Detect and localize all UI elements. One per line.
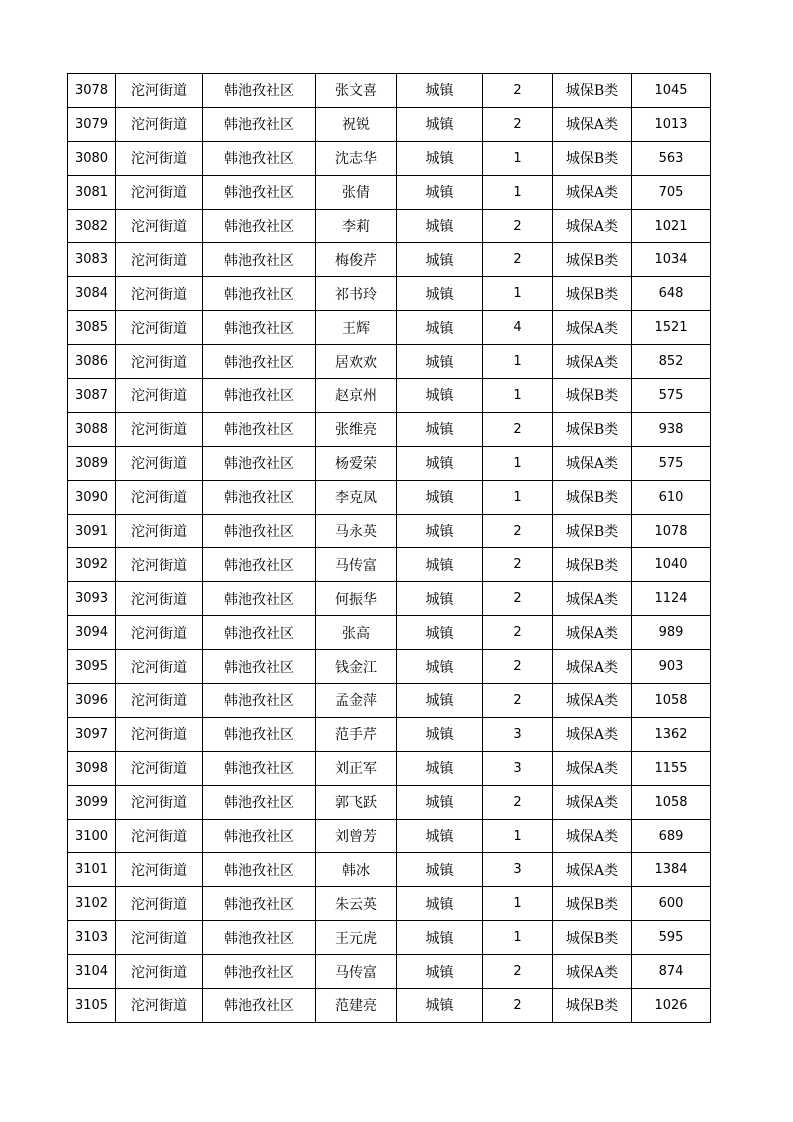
community-cell: 韩池孜社区 (203, 887, 316, 921)
amount-cell: 1058 (632, 684, 711, 718)
name-cell: 杨爱荣 (316, 446, 397, 480)
street-cell: 沱河街道 (116, 582, 203, 616)
street-cell: 沱河街道 (116, 785, 203, 819)
community-cell: 韩池孜社区 (203, 514, 316, 548)
row-number-cell: 3104 (68, 955, 116, 989)
row-number-cell: 3105 (68, 989, 116, 1023)
community-cell: 韩池孜社区 (203, 277, 316, 311)
name-cell: 范手芹 (316, 717, 397, 751)
household-size-cell: 3 (483, 717, 553, 751)
amount-cell: 1026 (632, 989, 711, 1023)
table-row (68, 311, 711, 345)
household-size-cell: 2 (483, 616, 553, 650)
community-cell: 韩池孜社区 (203, 141, 316, 175)
street-cell: 沱河街道 (116, 853, 203, 887)
household-size-cell: 2 (483, 989, 553, 1023)
community-cell: 韩池孜社区 (203, 243, 316, 277)
table-row (68, 887, 711, 921)
amount-cell: 600 (632, 887, 711, 921)
area-type-cell: 城镇 (397, 989, 483, 1023)
street-cell: 沱河街道 (116, 955, 203, 989)
table-row (68, 209, 711, 243)
amount-cell: 575 (632, 446, 711, 480)
area-type-cell: 城镇 (397, 141, 483, 175)
amount-cell: 1013 (632, 107, 711, 141)
area-type-cell: 城镇 (397, 650, 483, 684)
amount-cell: 1034 (632, 243, 711, 277)
household-size-cell: 2 (483, 548, 553, 582)
household-size-cell: 2 (483, 514, 553, 548)
street-cell: 沱河街道 (116, 311, 203, 345)
street-cell: 沱河街道 (116, 514, 203, 548)
area-type-cell: 城镇 (397, 548, 483, 582)
table-row (68, 650, 711, 684)
household-size-cell: 3 (483, 751, 553, 785)
category-cell: 城保A类 (553, 853, 632, 887)
name-cell: 何振华 (316, 582, 397, 616)
amount-cell: 903 (632, 650, 711, 684)
household-size-cell: 1 (483, 921, 553, 955)
category-cell: 城保A类 (553, 650, 632, 684)
area-type-cell: 城镇 (397, 175, 483, 209)
household-size-cell: 1 (483, 141, 553, 175)
amount-cell: 1058 (632, 785, 711, 819)
name-cell: 祁书玲 (316, 277, 397, 311)
category-cell: 城保B类 (553, 412, 632, 446)
category-cell: 城保B类 (553, 480, 632, 514)
name-cell: 赵京州 (316, 379, 397, 413)
table-row (68, 989, 711, 1023)
row-number-cell: 3101 (68, 853, 116, 887)
community-cell: 韩池孜社区 (203, 989, 316, 1023)
table-row (68, 107, 711, 141)
area-type-cell: 城镇 (397, 345, 483, 379)
amount-cell: 595 (632, 921, 711, 955)
row-number-cell: 3093 (68, 582, 116, 616)
household-size-cell: 2 (483, 684, 553, 718)
row-number-cell: 3102 (68, 887, 116, 921)
name-cell: 祝锐 (316, 107, 397, 141)
household-size-cell: 1 (483, 277, 553, 311)
household-size-cell: 2 (483, 785, 553, 819)
row-number-cell: 3081 (68, 175, 116, 209)
amount-cell: 1021 (632, 209, 711, 243)
row-number-cell: 3095 (68, 650, 116, 684)
street-cell: 沱河街道 (116, 616, 203, 650)
community-cell: 韩池孜社区 (203, 819, 316, 853)
street-cell: 沱河街道 (116, 141, 203, 175)
household-size-cell: 1 (483, 379, 553, 413)
row-number-cell: 3091 (68, 514, 116, 548)
community-cell: 韩池孜社区 (203, 650, 316, 684)
street-cell: 沱河街道 (116, 717, 203, 751)
table-row (68, 955, 711, 989)
row-number-cell: 3082 (68, 209, 116, 243)
amount-cell: 575 (632, 379, 711, 413)
table-row (68, 480, 711, 514)
street-cell: 沱河街道 (116, 921, 203, 955)
row-number-cell: 3086 (68, 345, 116, 379)
area-type-cell: 城镇 (397, 616, 483, 650)
table-row (68, 175, 711, 209)
street-cell: 沱河街道 (116, 446, 203, 480)
street-cell: 沱河街道 (116, 74, 203, 108)
community-cell: 韩池孜社区 (203, 446, 316, 480)
category-cell: 城保B类 (553, 141, 632, 175)
amount-cell: 874 (632, 955, 711, 989)
street-cell: 沱河街道 (116, 243, 203, 277)
area-type-cell: 城镇 (397, 955, 483, 989)
street-cell: 沱河街道 (116, 277, 203, 311)
table-row (68, 74, 711, 108)
community-cell: 韩池孜社区 (203, 175, 316, 209)
area-type-cell: 城镇 (397, 684, 483, 718)
name-cell: 王辉 (316, 311, 397, 345)
community-cell: 韩池孜社区 (203, 74, 316, 108)
row-number-cell: 3090 (68, 480, 116, 514)
category-cell: 城保A类 (553, 345, 632, 379)
area-type-cell: 城镇 (397, 819, 483, 853)
row-number-cell: 3096 (68, 684, 116, 718)
amount-cell: 1384 (632, 853, 711, 887)
category-cell: 城保B类 (553, 921, 632, 955)
row-number-cell: 3080 (68, 141, 116, 175)
category-cell: 城保A类 (553, 955, 632, 989)
area-type-cell: 城镇 (397, 717, 483, 751)
row-number-cell: 3103 (68, 921, 116, 955)
street-cell: 沱河街道 (116, 548, 203, 582)
table-row (68, 446, 711, 480)
community-cell: 韩池孜社区 (203, 345, 316, 379)
table-row (68, 345, 711, 379)
community-cell: 韩池孜社区 (203, 379, 316, 413)
area-type-cell: 城镇 (397, 412, 483, 446)
name-cell: 钱金江 (316, 650, 397, 684)
table-row (68, 141, 711, 175)
name-cell: 马传富 (316, 548, 397, 582)
name-cell: 王元虎 (316, 921, 397, 955)
household-size-cell: 2 (483, 955, 553, 989)
category-cell: 城保A类 (553, 107, 632, 141)
household-size-cell: 2 (483, 412, 553, 446)
community-cell: 韩池孜社区 (203, 107, 316, 141)
community-cell: 韩池孜社区 (203, 480, 316, 514)
category-cell: 城保B类 (553, 548, 632, 582)
street-cell: 沱河街道 (116, 107, 203, 141)
amount-cell: 1045 (632, 74, 711, 108)
street-cell: 沱河街道 (116, 751, 203, 785)
street-cell: 沱河街道 (116, 684, 203, 718)
row-number-cell: 3087 (68, 379, 116, 413)
table-row (68, 785, 711, 819)
community-cell: 韩池孜社区 (203, 616, 316, 650)
row-number-cell: 3100 (68, 819, 116, 853)
row-number-cell: 3083 (68, 243, 116, 277)
community-cell: 韩池孜社区 (203, 921, 316, 955)
area-type-cell: 城镇 (397, 446, 483, 480)
household-size-cell: 1 (483, 175, 553, 209)
community-cell: 韩池孜社区 (203, 582, 316, 616)
household-size-cell: 1 (483, 887, 553, 921)
category-cell: 城保B类 (553, 74, 632, 108)
area-type-cell: 城镇 (397, 311, 483, 345)
row-number-cell: 3079 (68, 107, 116, 141)
community-cell: 韩池孜社区 (203, 209, 316, 243)
category-cell: 城保A类 (553, 785, 632, 819)
amount-cell: 938 (632, 412, 711, 446)
category-cell: 城保A类 (553, 819, 632, 853)
name-cell: 张文喜 (316, 74, 397, 108)
community-cell: 韩池孜社区 (203, 311, 316, 345)
street-cell: 沱河街道 (116, 209, 203, 243)
household-size-cell: 1 (483, 819, 553, 853)
row-number-cell: 3084 (68, 277, 116, 311)
area-type-cell: 城镇 (397, 209, 483, 243)
amount-cell: 1155 (632, 751, 711, 785)
area-type-cell: 城镇 (397, 514, 483, 548)
name-cell: 沈志华 (316, 141, 397, 175)
name-cell: 范建亮 (316, 989, 397, 1023)
category-cell: 城保A类 (553, 582, 632, 616)
row-number-cell: 3098 (68, 751, 116, 785)
row-number-cell: 3089 (68, 446, 116, 480)
street-cell: 沱河街道 (116, 887, 203, 921)
amount-cell: 563 (632, 141, 711, 175)
amount-cell: 852 (632, 345, 711, 379)
category-cell: 城保A类 (553, 209, 632, 243)
table-row (68, 616, 711, 650)
household-size-cell: 2 (483, 243, 553, 277)
row-number-cell: 3097 (68, 717, 116, 751)
street-cell: 沱河街道 (116, 379, 203, 413)
row-number-cell: 3088 (68, 412, 116, 446)
category-cell: 城保B类 (553, 887, 632, 921)
name-cell: 张倩 (316, 175, 397, 209)
name-cell: 李莉 (316, 209, 397, 243)
community-cell: 韩池孜社区 (203, 785, 316, 819)
amount-cell: 1040 (632, 548, 711, 582)
amount-cell: 989 (632, 616, 711, 650)
amount-cell: 1124 (632, 582, 711, 616)
table-row (68, 412, 711, 446)
row-number-cell: 3094 (68, 616, 116, 650)
area-type-cell: 城镇 (397, 243, 483, 277)
name-cell: 刘曾芳 (316, 819, 397, 853)
table-row (68, 243, 711, 277)
category-cell: 城保B类 (553, 514, 632, 548)
category-cell: 城保A类 (553, 684, 632, 718)
category-cell: 城保B类 (553, 379, 632, 413)
category-cell: 城保B类 (553, 989, 632, 1023)
area-type-cell: 城镇 (397, 582, 483, 616)
table-row (68, 684, 711, 718)
household-size-cell: 1 (483, 345, 553, 379)
name-cell: 张高 (316, 616, 397, 650)
category-cell: 城保A类 (553, 446, 632, 480)
category-cell: 城保A类 (553, 616, 632, 650)
name-cell: 郭飞跃 (316, 785, 397, 819)
amount-cell: 648 (632, 277, 711, 311)
name-cell: 刘正军 (316, 751, 397, 785)
category-cell: 城保A类 (553, 751, 632, 785)
table-row (68, 548, 711, 582)
community-cell: 韩池孜社区 (203, 853, 316, 887)
household-size-cell: 2 (483, 650, 553, 684)
name-cell: 居欢欢 (316, 345, 397, 379)
area-type-cell: 城镇 (397, 480, 483, 514)
category-cell: 城保A类 (553, 311, 632, 345)
household-size-cell: 3 (483, 853, 553, 887)
household-size-cell: 2 (483, 74, 553, 108)
table-row (68, 921, 711, 955)
area-type-cell: 城镇 (397, 887, 483, 921)
street-cell: 沱河街道 (116, 345, 203, 379)
community-cell: 韩池孜社区 (203, 751, 316, 785)
street-cell: 沱河街道 (116, 650, 203, 684)
area-type-cell: 城镇 (397, 785, 483, 819)
table-row (68, 819, 711, 853)
table-row (68, 717, 711, 751)
amount-cell: 689 (632, 819, 711, 853)
area-type-cell: 城镇 (397, 74, 483, 108)
area-type-cell: 城镇 (397, 107, 483, 141)
row-number-cell: 3085 (68, 311, 116, 345)
row-number-cell: 3092 (68, 548, 116, 582)
category-cell: 城保A类 (553, 717, 632, 751)
area-type-cell: 城镇 (397, 921, 483, 955)
community-cell: 韩池孜社区 (203, 684, 316, 718)
area-type-cell: 城镇 (397, 277, 483, 311)
household-size-cell: 1 (483, 446, 553, 480)
amount-cell: 1078 (632, 514, 711, 548)
area-type-cell: 城镇 (397, 853, 483, 887)
area-type-cell: 城镇 (397, 379, 483, 413)
name-cell: 马永英 (316, 514, 397, 548)
household-size-cell: 2 (483, 582, 553, 616)
row-number-cell: 3078 (68, 74, 116, 108)
community-cell: 韩池孜社区 (203, 955, 316, 989)
household-size-cell: 2 (483, 107, 553, 141)
name-cell: 韩冰 (316, 853, 397, 887)
table-row (68, 379, 711, 413)
category-cell: 城保B类 (553, 243, 632, 277)
street-cell: 沱河街道 (116, 412, 203, 446)
street-cell: 沱河街道 (116, 819, 203, 853)
street-cell: 沱河街道 (116, 175, 203, 209)
community-cell: 韩池孜社区 (203, 548, 316, 582)
category-cell: 城保A类 (553, 175, 632, 209)
name-cell: 朱云英 (316, 887, 397, 921)
household-size-cell: 1 (483, 480, 553, 514)
row-number-cell: 3099 (68, 785, 116, 819)
area-type-cell: 城镇 (397, 751, 483, 785)
amount-cell: 610 (632, 480, 711, 514)
table-row (68, 514, 711, 548)
amount-cell: 1521 (632, 311, 711, 345)
amount-cell: 1362 (632, 717, 711, 751)
table-body (68, 74, 711, 1023)
amount-cell: 705 (632, 175, 711, 209)
household-size-cell: 2 (483, 209, 553, 243)
table-row (68, 277, 711, 311)
name-cell: 马传富 (316, 955, 397, 989)
household-size-cell: 4 (483, 311, 553, 345)
community-cell: 韩池孜社区 (203, 412, 316, 446)
table-row (68, 853, 711, 887)
name-cell: 张维亮 (316, 412, 397, 446)
name-cell: 梅俊芹 (316, 243, 397, 277)
category-cell: 城保B类 (553, 277, 632, 311)
community-cell: 韩池孜社区 (203, 717, 316, 751)
street-cell: 沱河街道 (116, 989, 203, 1023)
table-row (68, 582, 711, 616)
name-cell: 孟金萍 (316, 684, 397, 718)
street-cell: 沱河街道 (116, 480, 203, 514)
table-row (68, 751, 711, 785)
subsidy-table (67, 73, 711, 1023)
name-cell: 李克凤 (316, 480, 397, 514)
